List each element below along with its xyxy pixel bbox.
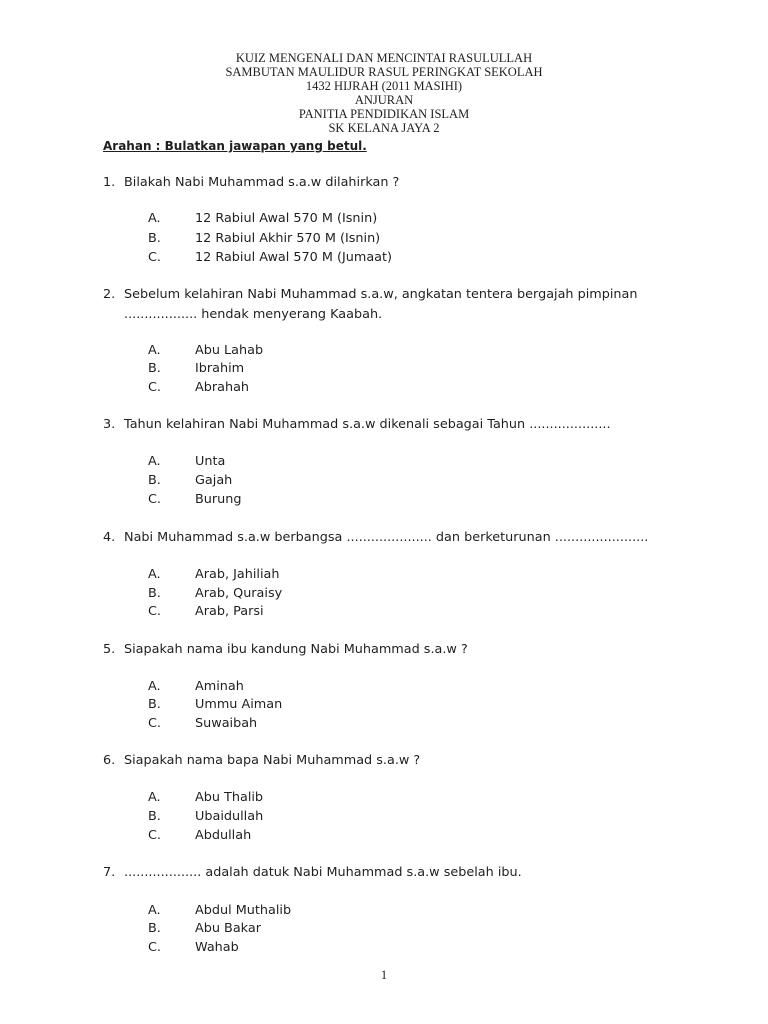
instruction: Arahan : Bulatkan jawapan yang betul. <box>103 139 367 153</box>
question-3 <box>103 418 611 432</box>
question-5 <box>103 643 468 657</box>
option-letter: A. <box>148 454 161 469</box>
question-6 <box>103 754 420 768</box>
option-text: Suwaibah <box>195 716 258 731</box>
question-text: Bilakah Nabi Muhammad s.a.w dilahirkan ? <box>124 175 400 190</box>
option-5a <box>148 680 244 694</box>
option-text: 12 Rabiul Awal 570 M (Isnin) <box>195 211 378 226</box>
question-text: ................... adalah datuk Nabi Muhammad s.a.w sebelah ibu. <box>124 865 522 880</box>
option-letter: B. <box>148 586 161 601</box>
option-4b <box>148 587 282 601</box>
option-2c <box>148 381 249 395</box>
option-text: Arab, Quraisy <box>195 586 283 601</box>
option-5c <box>148 717 257 731</box>
question-number: 1. <box>103 175 116 190</box>
option-text: Abu Bakar <box>195 921 261 936</box>
question-number: 3. <box>103 417 116 432</box>
question-2 <box>103 288 638 302</box>
question-text: Siapakah nama ibu kandung Nabi Muhammad s.a.w ? <box>124 642 468 657</box>
option-text: Arab, Jahiliah <box>195 567 280 582</box>
option-letter: A. <box>148 211 161 226</box>
option-letter: A. <box>148 679 161 694</box>
option-text: Abdul Muthalib <box>195 903 292 918</box>
option-3c <box>148 493 242 507</box>
option-7b <box>148 922 261 936</box>
option-text: 12 Rabiul Akhir 570 M (Isnin) <box>195 231 381 246</box>
option-letter: A. <box>148 903 161 918</box>
option-text: Unta <box>195 454 226 469</box>
question-text: Tahun kelahiran Nabi Muhammad s.a.w dikenali sebagai Tahun .................... <box>124 417 611 432</box>
option-text: 12 Rabiul Awal 570 M (Jumaat) <box>195 250 393 265</box>
option-letter: B. <box>148 361 161 376</box>
option-text: Ubaidullah <box>195 809 264 824</box>
option-letter: C. <box>148 380 162 395</box>
document-header <box>0 51 768 135</box>
question-number: 2. <box>103 287 116 302</box>
option-7c <box>148 941 239 955</box>
option-letter: B. <box>148 231 161 246</box>
header-year: 1432 HIJRAH (2011 MASIHI) <box>305 79 463 93</box>
option-text: Gajah <box>195 473 233 488</box>
option-2b <box>148 362 244 376</box>
header-event: SAMBUTAN MAULIDUR RASUL PERINGKAT SEKOLAH <box>225 65 543 79</box>
option-text: Abu Thalib <box>195 790 264 805</box>
question-2-continued: .................. hendak menyerang Kaabah. <box>124 307 383 322</box>
option-text: Aminah <box>195 679 244 694</box>
option-5b <box>148 698 282 712</box>
page-number: 1 <box>380 968 388 982</box>
option-3a <box>148 455 225 469</box>
question-number: 6. <box>103 753 116 768</box>
option-letter: C. <box>148 828 162 843</box>
question-7 <box>103 866 522 880</box>
option-letter: B. <box>148 473 161 488</box>
question-number: 4. <box>103 530 116 545</box>
option-letter: A. <box>148 790 161 805</box>
option-1b <box>148 232 380 246</box>
option-letter: B. <box>148 921 161 936</box>
option-letter: A. <box>148 567 161 582</box>
option-text: Abdullah <box>195 828 252 843</box>
question-1 <box>103 176 399 190</box>
question-number: 7. <box>103 865 116 880</box>
option-letter: C. <box>148 940 162 955</box>
option-6b <box>148 810 263 824</box>
option-letter: C. <box>148 604 162 619</box>
option-6a <box>148 791 263 805</box>
option-3b <box>148 474 232 488</box>
option-text: Arab, Parsi <box>195 604 264 619</box>
header-school: SK KELANA JAYA 2 <box>328 121 440 135</box>
option-1c <box>148 251 392 265</box>
option-6c <box>148 829 251 843</box>
option-4a <box>148 568 279 582</box>
option-text: Ummu Aiman <box>195 697 283 712</box>
question-4 <box>103 531 648 545</box>
question-number: 5. <box>103 642 116 657</box>
option-letter: B. <box>148 809 161 824</box>
question-text: Sebelum kelahiran Nabi Muhammad s.a.w, angkatan tentera bergajah pimpinan <box>124 287 638 302</box>
option-text: Abu Lahab <box>195 343 264 358</box>
option-7a <box>148 904 291 918</box>
option-letter: B. <box>148 697 161 712</box>
question-text: Siapakah nama bapa Nabi Muhammad s.a.w ? <box>124 753 421 768</box>
option-letter: C. <box>148 716 162 731</box>
option-letter: C. <box>148 492 162 507</box>
question-text: Nabi Muhammad s.a.w berbangsa ..................... dan berketurunan ....................... <box>124 530 649 545</box>
option-text: Wahab <box>195 940 239 955</box>
option-2a <box>148 344 263 358</box>
header-panel: PANITIA PENDIDIKAN ISLAM <box>298 107 470 121</box>
option-letter: A. <box>148 343 161 358</box>
header-title: KUIZ MENGENALI DAN MENCINTAI RASULULLAH <box>235 51 533 65</box>
option-1a <box>148 212 377 226</box>
header-organised-by: ANJURAN <box>354 93 414 107</box>
option-text: Burung <box>195 492 242 507</box>
option-letter: C. <box>148 250 162 265</box>
option-text: Abrahah <box>195 380 250 395</box>
option-4c <box>148 605 264 619</box>
option-text: Ibrahim <box>195 361 245 376</box>
